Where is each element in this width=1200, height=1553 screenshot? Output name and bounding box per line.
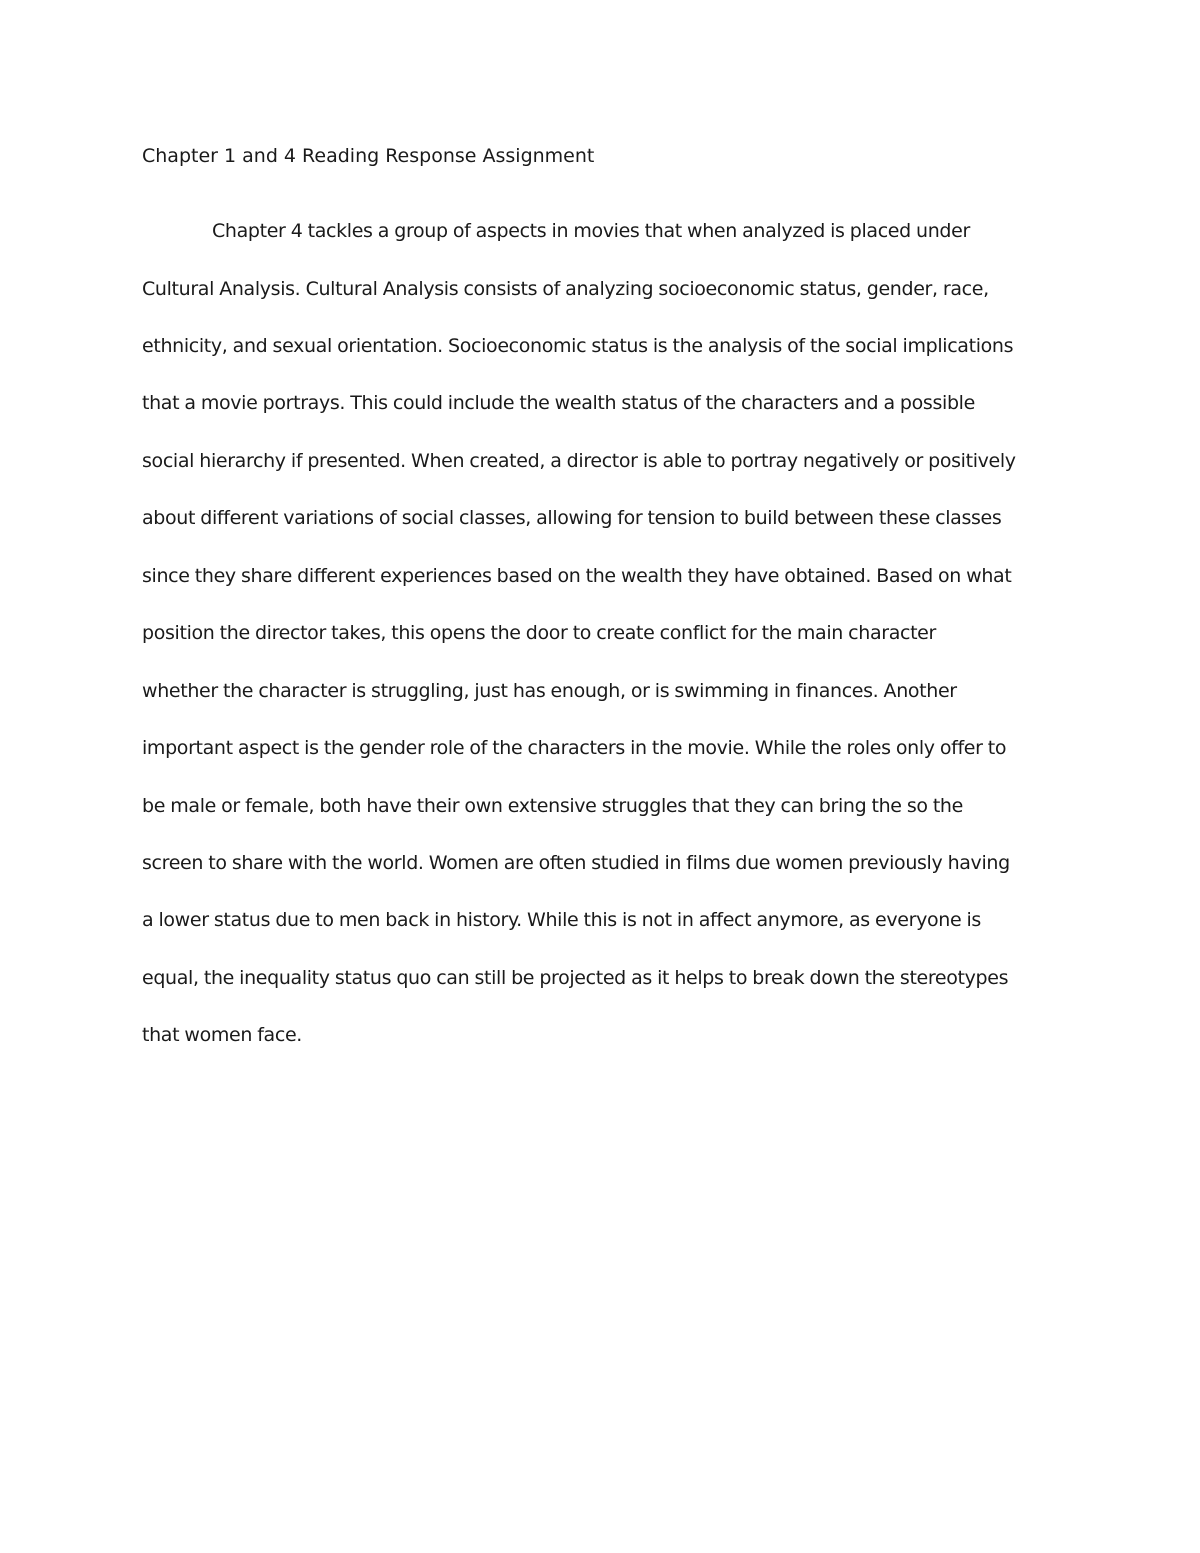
paragraph-line: be male or female, both have their own extensive struggles that they can bring the so the [142,795,963,817]
paragraph-line: that women face. [142,1024,302,1046]
paragraph-line: important aspect is the gender role of the characters in the movie. While the roles only offer to [142,737,1007,759]
paragraph-line: Cultural Analysis. Cultural Analysis consists of analyzing socioeconomic status, gender, race, [142,278,989,300]
paragraph-line: that a movie portrays. This could include the wealth status of the characters and a possible [142,392,975,414]
document-title: Chapter 1 and 4 Reading Response Assignment [142,145,595,167]
paragraph-line: Chapter 4 tackles a group of aspects in movies that when analyzed is placed under [212,220,970,242]
paragraph-line: about different variations of social classes, allowing for tension to build between these classes [142,507,1002,529]
paragraph-line: whether the character is struggling, just has enough, or is swimming in finances. Another [142,680,957,702]
paragraph-line: equal, the inequality status quo can still be projected as it helps to break down the stereotypes [142,967,1009,989]
paragraph-line: ethnicity, and sexual orientation. Socioeconomic status is the analysis of the social implications [142,335,1014,357]
paragraph-line: since they share different experiences based on the wealth they have obtained. Based on what [142,565,1012,587]
paragraph-line: screen to share with the world. Women are often studied in films due women previously having [142,852,1010,874]
paragraph-line: position the director takes, this opens the door to create conflict for the main character [142,622,936,644]
paragraph-line: a lower status due to men back in history. While this is not in affect anymore, as everyone is [142,909,981,931]
paragraph-line: social hierarchy if presented. When created, a director is able to portray negatively or positively [142,450,1016,472]
